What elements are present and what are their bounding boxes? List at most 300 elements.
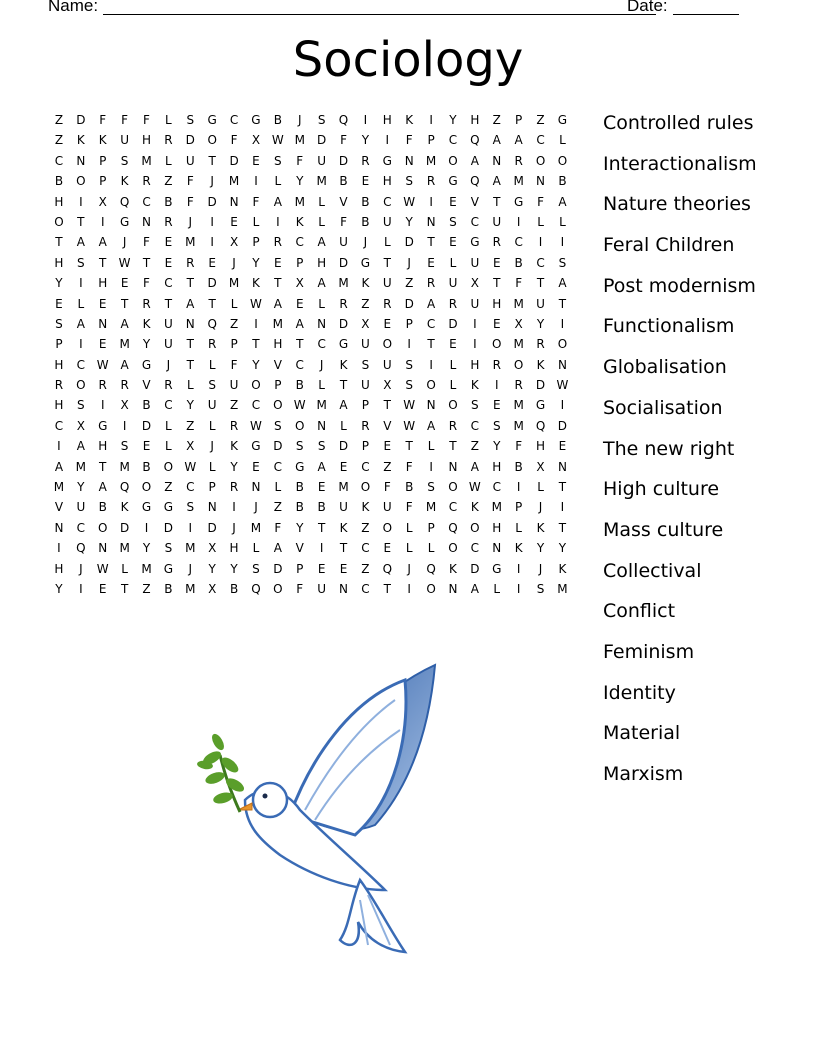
grid-letter: T bbox=[558, 296, 567, 311]
grid-letter: T bbox=[427, 235, 435, 250]
grid-letter: R bbox=[426, 276, 436, 291]
grid-letter: D bbox=[76, 113, 86, 127]
grid-row bbox=[48, 559, 573, 579]
grid-letter: K bbox=[98, 133, 107, 148]
grid-letter: F bbox=[340, 133, 347, 148]
grid-letter: E bbox=[164, 235, 173, 250]
grid-letter: L bbox=[493, 581, 501, 596]
grid-letter: F bbox=[121, 113, 129, 127]
grid-letter: D bbox=[557, 418, 568, 433]
grid-letter: Q bbox=[119, 194, 130, 209]
grid-letter: C bbox=[492, 480, 501, 495]
header-row bbox=[48, 0, 748, 22]
grid-letter: D bbox=[207, 276, 217, 291]
grid-letter: T bbox=[120, 581, 129, 596]
grid-letter: K bbox=[405, 113, 414, 127]
grid-letter: T bbox=[77, 214, 85, 229]
grid-letter: D bbox=[338, 439, 349, 454]
grid-letter: A bbox=[186, 296, 195, 311]
grid-letter: T bbox=[493, 194, 501, 209]
grid-letter: L bbox=[318, 214, 325, 229]
grid-letter: D bbox=[273, 439, 283, 454]
grid-letter: P bbox=[99, 174, 107, 189]
grid-letter: G bbox=[513, 194, 524, 209]
grid-letter: E bbox=[339, 561, 348, 576]
grid-letter: N bbox=[557, 459, 567, 474]
grid-letter: U bbox=[120, 133, 130, 148]
grid-letter: T bbox=[142, 255, 151, 270]
dove-eye bbox=[263, 794, 268, 799]
grid-letter: H bbox=[98, 439, 108, 454]
grid-letter: O bbox=[426, 581, 436, 596]
grid-row bbox=[48, 273, 573, 293]
grid-letter: R bbox=[229, 418, 239, 433]
grid-letter: N bbox=[185, 316, 195, 331]
grid-letter: M bbox=[513, 337, 524, 352]
grid-letter: G bbox=[470, 235, 480, 250]
grid-letter: W bbox=[403, 194, 416, 209]
grid-letter: A bbox=[54, 459, 64, 474]
grid-letter: V bbox=[142, 378, 151, 393]
grid-letter: U bbox=[361, 378, 370, 393]
grid-letter: T bbox=[339, 541, 348, 556]
grid-letter: F bbox=[405, 133, 413, 148]
grid-letter: L bbox=[230, 296, 238, 311]
grid-letter: L bbox=[208, 357, 216, 372]
grid-letter: A bbox=[426, 418, 436, 433]
grid-letter: I bbox=[560, 235, 565, 250]
grid-letter: T bbox=[383, 581, 391, 596]
grid-letter: H bbox=[470, 357, 480, 372]
grid-letter: C bbox=[295, 235, 304, 250]
grid-letter: X bbox=[536, 459, 545, 474]
grid-letter: F bbox=[537, 194, 544, 209]
grid-letter: T bbox=[208, 153, 216, 168]
grid-letter: T bbox=[99, 459, 107, 474]
grid-letter: L bbox=[208, 418, 216, 433]
grid-letter: B bbox=[295, 500, 304, 515]
grid-letter: K bbox=[361, 276, 370, 291]
grid-letter: L bbox=[318, 296, 325, 311]
grid-letter: M bbox=[513, 398, 524, 413]
grid-letter: L bbox=[405, 520, 413, 535]
grid-letter: M bbox=[250, 520, 262, 535]
grid-letter: Z bbox=[405, 276, 414, 291]
grid-letter: I bbox=[516, 480, 521, 495]
grid-letter: B bbox=[339, 174, 348, 189]
name-label: Name: bbox=[48, 0, 99, 15]
grid-letter: U bbox=[339, 500, 348, 515]
grid-letter: E bbox=[317, 561, 326, 576]
grid-letter: C bbox=[448, 500, 458, 515]
grid-letter: A bbox=[492, 174, 501, 189]
grid-letter: I bbox=[57, 439, 61, 454]
grid-letter: I bbox=[560, 316, 565, 331]
grid-letter: N bbox=[76, 153, 86, 168]
grid-letter: Y bbox=[230, 459, 238, 474]
grid-letter: R bbox=[186, 255, 195, 270]
grid-letter: Z bbox=[164, 480, 173, 495]
dove-head bbox=[253, 783, 287, 817]
grid-letter: X bbox=[208, 581, 217, 596]
grid-letter: O bbox=[76, 378, 86, 393]
grid-letter: G bbox=[492, 561, 502, 576]
grid-letter: M bbox=[228, 174, 240, 189]
grid-letter: G bbox=[98, 418, 108, 433]
grid-letter: E bbox=[295, 296, 304, 311]
grid-letter: P bbox=[427, 520, 435, 535]
grid-letter: N bbox=[448, 581, 458, 596]
grid-letter: K bbox=[252, 276, 260, 291]
grid-letter: G bbox=[163, 561, 174, 576]
grid-letter: J bbox=[363, 235, 368, 250]
grid-letter: H bbox=[470, 113, 480, 127]
grid-letter: M bbox=[557, 581, 568, 596]
grid-letter: L bbox=[537, 480, 544, 495]
grid-letter: J bbox=[210, 439, 214, 454]
grid-letter: J bbox=[297, 113, 302, 127]
grid-letter: H bbox=[54, 398, 64, 413]
grid-letter: M bbox=[228, 276, 240, 291]
grid-letter: L bbox=[318, 194, 325, 209]
grid-letter: C bbox=[142, 194, 151, 209]
grid-letter: B bbox=[142, 459, 151, 474]
grid-row bbox=[48, 497, 573, 517]
grid-letter: Q bbox=[338, 113, 349, 127]
grid-letter: A bbox=[558, 194, 567, 209]
grid-letter: Y bbox=[55, 276, 63, 291]
grid-letter: U bbox=[164, 316, 173, 331]
date-label: Date: bbox=[627, 0, 668, 15]
grid-letter: O bbox=[141, 480, 152, 495]
grid-letter: Z bbox=[361, 296, 370, 311]
grid-letter: J bbox=[166, 357, 171, 372]
grid-row bbox=[48, 232, 573, 252]
grid-row bbox=[48, 110, 573, 130]
grid-letter: A bbox=[470, 581, 479, 596]
grid-letter: E bbox=[120, 276, 129, 291]
grid-letter: C bbox=[164, 276, 173, 291]
grid-letter: B bbox=[361, 194, 370, 209]
grid-letter: N bbox=[536, 174, 546, 189]
grid-letter: X bbox=[229, 235, 239, 250]
word-list-item: Nature theories bbox=[603, 193, 751, 216]
grid-letter: E bbox=[339, 459, 348, 474]
grid-letter: E bbox=[164, 255, 173, 270]
grid-letter: M bbox=[141, 561, 152, 576]
grid-letter: D bbox=[404, 235, 414, 250]
grid-letter: P bbox=[274, 378, 282, 393]
grid-letter: T bbox=[405, 439, 413, 454]
grid-letter: T bbox=[55, 235, 63, 250]
grid-letter: I bbox=[429, 459, 433, 474]
grid-letter: K bbox=[120, 500, 129, 515]
grid-letter: T bbox=[164, 296, 173, 311]
grid-letter: S bbox=[274, 418, 282, 433]
grid-letter: C bbox=[76, 520, 86, 535]
grid-letter: Z bbox=[361, 520, 370, 535]
grid-letter: E bbox=[98, 337, 107, 352]
grid-letter: L bbox=[537, 214, 544, 229]
grid-letter: L bbox=[559, 133, 566, 148]
grid-letter: E bbox=[98, 581, 107, 596]
grid-letter: C bbox=[536, 133, 545, 148]
grid-letter: H bbox=[382, 113, 392, 127]
grid-letter: B bbox=[514, 459, 523, 474]
grid-letter: I bbox=[100, 398, 105, 413]
grid-letter: A bbox=[295, 316, 304, 331]
grid-letter: L bbox=[252, 541, 260, 556]
grid-letter: N bbox=[404, 153, 414, 168]
grid-letter: S bbox=[77, 255, 85, 270]
grid-letter: S bbox=[471, 398, 479, 413]
grid-letter: N bbox=[229, 194, 239, 209]
grid-letter: M bbox=[119, 337, 130, 352]
grid-letter: P bbox=[296, 561, 304, 576]
grid-letter: F bbox=[274, 520, 282, 535]
grid-letter: W bbox=[403, 418, 416, 433]
grid-letter: B bbox=[361, 214, 370, 229]
grid-letter: T bbox=[99, 255, 107, 270]
grid-letter: E bbox=[449, 337, 457, 352]
grid-letter: P bbox=[361, 439, 370, 454]
grid-letter: Z bbox=[164, 174, 173, 189]
grid-letter: N bbox=[317, 418, 327, 433]
word-list-item: The new right bbox=[603, 437, 735, 460]
grid-letter: X bbox=[514, 316, 523, 331]
grid-letter: J bbox=[188, 214, 193, 229]
grid-letter: V bbox=[339, 194, 348, 209]
grid-letter: I bbox=[232, 500, 236, 515]
grid-letter: R bbox=[142, 296, 151, 311]
grid-letter: Y bbox=[77, 480, 85, 495]
grid-letter: M bbox=[294, 133, 305, 148]
grid-letter: A bbox=[317, 276, 326, 291]
grid-letter: A bbox=[317, 459, 326, 474]
grid-letter: U bbox=[339, 235, 348, 250]
grid-letter: C bbox=[361, 459, 370, 474]
grid-letter: F bbox=[186, 174, 194, 189]
grid-letter: I bbox=[407, 581, 411, 596]
grid-letter: Q bbox=[470, 133, 480, 148]
grid-letter: Q bbox=[251, 581, 261, 596]
grid-letter: H bbox=[98, 276, 108, 291]
grid-letter: M bbox=[141, 153, 152, 168]
grid-letter: L bbox=[165, 113, 172, 127]
grid-letter: R bbox=[339, 296, 348, 311]
grid-letter: O bbox=[448, 541, 458, 556]
grid-letter: O bbox=[76, 174, 86, 189]
grid-letter: A bbox=[426, 296, 436, 311]
grid-letter: X bbox=[251, 133, 261, 148]
grid-letter: G bbox=[163, 500, 174, 515]
grid-letter: R bbox=[492, 357, 501, 372]
grid-letter: R bbox=[448, 418, 458, 433]
grid-letter: S bbox=[252, 561, 260, 576]
grid-letter: B bbox=[164, 194, 173, 209]
grid-letter: D bbox=[207, 194, 217, 209]
grid-letter: F bbox=[143, 276, 150, 291]
grid-letter: Y bbox=[536, 316, 545, 331]
grid-letter: A bbox=[76, 316, 85, 331]
grid-letter: E bbox=[252, 153, 260, 168]
grid-letter: E bbox=[230, 214, 238, 229]
grid-letter: P bbox=[55, 337, 63, 352]
grid-letter: W bbox=[96, 357, 109, 372]
grid-letter: R bbox=[98, 378, 107, 393]
grid-letter: U bbox=[382, 357, 392, 372]
grid-letter: I bbox=[100, 214, 105, 229]
grid-letter: R bbox=[536, 337, 545, 352]
grid-letter: I bbox=[188, 520, 193, 535]
word-list-item: Controlled rules bbox=[603, 112, 754, 134]
grid-letter: Y bbox=[142, 337, 151, 352]
grid-letter: E bbox=[98, 296, 107, 311]
grid-letter: U bbox=[185, 153, 195, 168]
grid-row bbox=[48, 171, 573, 191]
grid-letter: G bbox=[141, 500, 152, 515]
grid-letter: Z bbox=[492, 113, 501, 127]
grid-letter: F bbox=[186, 194, 194, 209]
grid-letter: L bbox=[165, 418, 172, 433]
grid-letter: M bbox=[53, 480, 65, 495]
grid-letter: U bbox=[317, 153, 327, 168]
grid-letter: X bbox=[208, 541, 217, 556]
grid-letter: N bbox=[492, 541, 502, 556]
grid-letter: C bbox=[470, 541, 480, 556]
grid-letter: J bbox=[232, 255, 236, 270]
grid-letter: T bbox=[383, 398, 391, 413]
grid-row bbox=[48, 416, 573, 436]
grid-letter: R bbox=[54, 378, 64, 393]
grid-letter: C bbox=[448, 133, 458, 148]
grid-letter: L bbox=[427, 541, 435, 556]
grid-letter: B bbox=[558, 174, 567, 189]
grid-letter: L bbox=[318, 378, 325, 393]
grid-letter: D bbox=[535, 378, 546, 393]
grid-letter: I bbox=[210, 214, 214, 229]
grid-row bbox=[48, 294, 573, 314]
grid-letter: J bbox=[538, 561, 543, 576]
grid-letter: C bbox=[251, 398, 261, 413]
grid-letter: N bbox=[98, 541, 108, 556]
word-list-item: Feminism bbox=[603, 640, 695, 663]
grid-letter: A bbox=[273, 541, 282, 556]
grid-letter: B bbox=[317, 500, 326, 515]
grid-letter: X bbox=[186, 439, 195, 454]
grid-letter: L bbox=[165, 153, 172, 168]
grid-letter: O bbox=[273, 398, 283, 413]
grid-letter: M bbox=[185, 581, 196, 596]
grid-letter: X bbox=[470, 276, 479, 291]
grid-letter: J bbox=[79, 561, 83, 576]
grid-letter: S bbox=[120, 439, 129, 454]
grid-letter: P bbox=[405, 316, 413, 331]
grid-letter: S bbox=[55, 316, 63, 331]
grid-letter: I bbox=[385, 133, 390, 148]
grid-letter: Y bbox=[296, 174, 304, 189]
grid-letter: E bbox=[492, 398, 501, 413]
grid-letter: A bbox=[514, 133, 523, 148]
date-field[interactable] bbox=[673, 0, 739, 15]
grid-letter: C bbox=[426, 316, 436, 331]
grid-letter: W bbox=[403, 398, 416, 413]
grid-letter: E bbox=[361, 174, 370, 189]
grid-letter: H bbox=[536, 439, 546, 454]
grid-letter: K bbox=[558, 561, 567, 576]
grid-letter: D bbox=[119, 520, 130, 535]
grid-letter: B bbox=[142, 398, 151, 413]
grid-letter: W bbox=[293, 398, 306, 413]
grid-letter: L bbox=[121, 561, 128, 576]
grid-letter: C bbox=[470, 214, 480, 229]
grid-row bbox=[48, 538, 573, 558]
grid-letter: D bbox=[470, 561, 480, 576]
word-list-item: Conflict bbox=[603, 600, 676, 623]
grid-letter: M bbox=[425, 153, 437, 168]
grid-letter: S bbox=[405, 174, 413, 189]
grid-letter: T bbox=[120, 296, 129, 311]
grid-letter: C bbox=[317, 337, 326, 352]
grid-letter: K bbox=[339, 520, 348, 535]
grid-letter: T bbox=[493, 276, 501, 291]
grid-letter: H bbox=[492, 296, 502, 311]
grid-letter: S bbox=[77, 398, 85, 413]
grid-letter: S bbox=[186, 113, 195, 127]
grid-letter: Z bbox=[536, 113, 545, 127]
grid-letter: E bbox=[55, 296, 63, 311]
grid-letter: E bbox=[383, 541, 392, 556]
grid-letter: O bbox=[492, 337, 502, 352]
grid-letter: G bbox=[251, 113, 261, 127]
grid-letter: Y bbox=[405, 214, 413, 229]
grid-letter: X bbox=[361, 316, 370, 331]
grid-letter: C bbox=[514, 235, 523, 250]
grid-letter: O bbox=[557, 153, 568, 168]
grid-letter: L bbox=[449, 255, 457, 270]
grid-letter: K bbox=[470, 378, 479, 393]
grid-letter: H bbox=[54, 194, 64, 209]
grid-letter: A bbox=[98, 235, 107, 250]
grid-letter: O bbox=[54, 214, 64, 229]
grid-letter: J bbox=[254, 500, 258, 515]
grid-letter: H bbox=[382, 174, 392, 189]
grid-letter: Q bbox=[207, 316, 217, 331]
name-field[interactable] bbox=[103, 0, 656, 15]
grid-letter: W bbox=[118, 255, 131, 270]
grid-letter: K bbox=[536, 520, 545, 535]
grid-row bbox=[48, 477, 573, 497]
grid-letter: B bbox=[405, 480, 414, 495]
grid-letter: B bbox=[514, 255, 523, 270]
grid-letter: P bbox=[230, 337, 238, 352]
grid-letter: P bbox=[515, 500, 523, 515]
grid-letter: E bbox=[252, 459, 260, 474]
grid-letter: L bbox=[449, 357, 457, 372]
grid-letter: I bbox=[429, 357, 433, 372]
grid-letter: I bbox=[79, 581, 83, 596]
grid-letter: M bbox=[316, 398, 327, 413]
word-list-item: Identity bbox=[603, 681, 676, 704]
word-list-item: Feral Children bbox=[603, 234, 735, 257]
grid-letter: S bbox=[317, 439, 326, 454]
grid-letter: L bbox=[165, 439, 172, 454]
grid-letter: R bbox=[492, 235, 501, 250]
grid-letter: Y bbox=[449, 113, 457, 127]
grid-letter: T bbox=[317, 520, 326, 535]
grid-letter: O bbox=[382, 520, 393, 535]
grid-letter: R bbox=[164, 214, 173, 229]
